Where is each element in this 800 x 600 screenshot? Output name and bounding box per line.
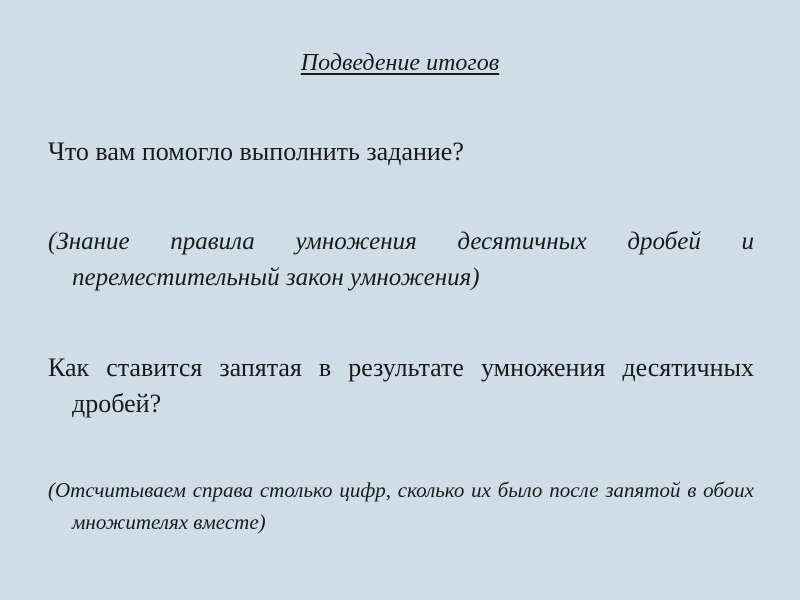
question-1: Что вам помогло выполнить задание? — [48, 137, 464, 166]
answer-2: (Отсчитываем справа столько цифр, сколько их было после запятой в обоих множителях вместе) — [48, 478, 754, 534]
answer-1: (Знание правила умножения десятичных дробей и переместительный закон умножения) — [48, 228, 754, 291]
slide-title: Подведение итогов — [300, 50, 500, 76]
question-2: Как ставится запятая в результате умножения десятичных дробей? — [48, 353, 754, 418]
